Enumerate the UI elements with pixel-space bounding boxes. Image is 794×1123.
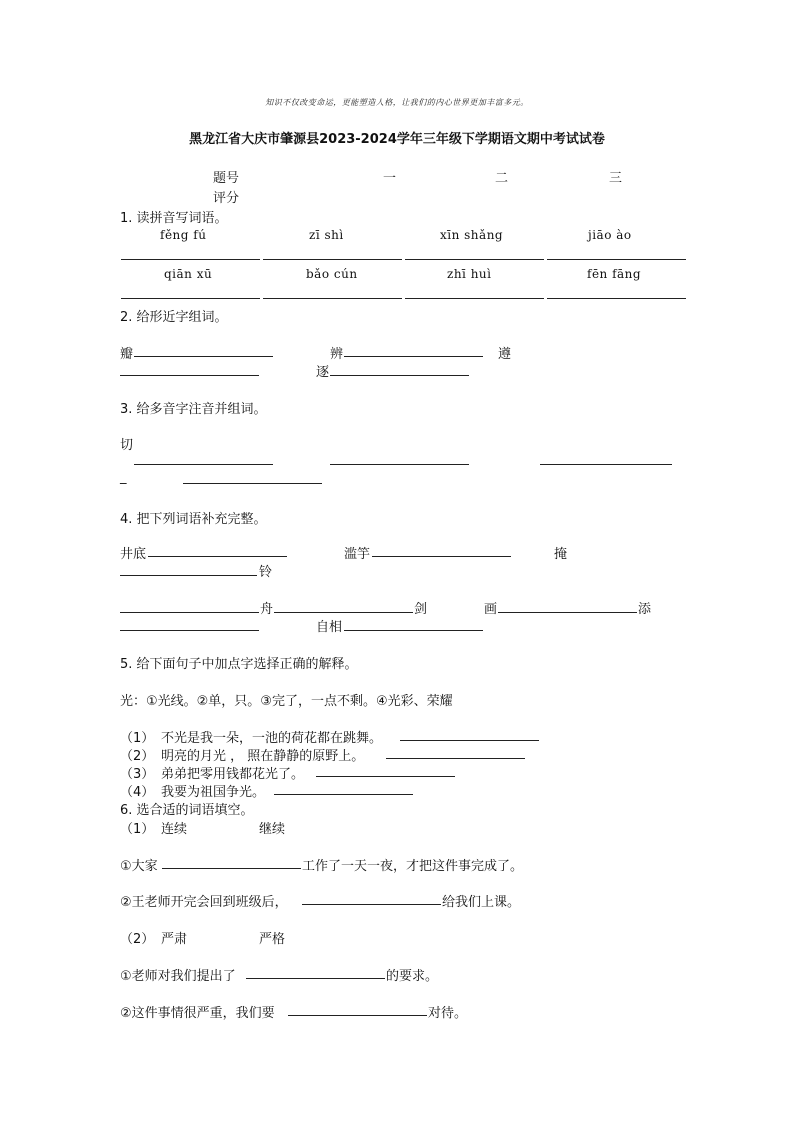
char-2: 辨 bbox=[330, 347, 344, 362]
score-col-3: 三 bbox=[609, 171, 623, 186]
answer-blank[interactable] bbox=[274, 794, 413, 795]
answer-blank[interactable] bbox=[263, 298, 402, 299]
sentence-suffix: 对待。 bbox=[428, 1006, 468, 1021]
idiom-9: 自相 bbox=[316, 620, 343, 635]
question-1-prompt: 1. 读拼音写词语。 bbox=[120, 211, 228, 226]
idiom-5: 舟 bbox=[260, 602, 274, 617]
definition-list: 光：①光线。②单，只。③完了，一点不剩。④光彩、荣耀 bbox=[120, 694, 453, 709]
sentence: 我要为祖国争光。 bbox=[161, 785, 266, 800]
pinyin-4: jiāo ào bbox=[588, 228, 632, 242]
pinyin-8: fēn fāng bbox=[587, 267, 642, 281]
answer-blank[interactable] bbox=[246, 978, 385, 979]
answer-blank[interactable] bbox=[400, 740, 539, 741]
score-col-2: 二 bbox=[495, 171, 509, 186]
item-num: （2） bbox=[120, 749, 155, 764]
answer-blank[interactable] bbox=[121, 298, 260, 299]
pinyin-2: zī shì bbox=[309, 228, 344, 242]
sentence: 明亮的月光 ， 照在静静的原野上。 bbox=[161, 749, 365, 764]
answer-blank[interactable] bbox=[405, 259, 544, 260]
idiom-8: 添 bbox=[638, 602, 652, 617]
answer-blank[interactable] bbox=[263, 259, 402, 260]
answer-blank[interactable] bbox=[372, 556, 511, 557]
word-option: 继续 bbox=[259, 822, 286, 837]
sentence-prefix: ②王老师开完会回到班级后， bbox=[120, 895, 288, 910]
group-num: （1） bbox=[120, 822, 155, 837]
pinyin-6: bǎo cún bbox=[306, 267, 358, 281]
answer-blank[interactable] bbox=[547, 259, 686, 260]
question-4-prompt: 4. 把下列词语补充完整。 bbox=[120, 512, 267, 527]
pinyin-3: xīn shǎng bbox=[440, 228, 504, 242]
group-num: （2） bbox=[120, 932, 155, 947]
answer-blank[interactable] bbox=[121, 259, 260, 260]
header-motto: 知识不仅改变命运，更能塑造人格，让我们的内心世界更加丰富多元。 bbox=[265, 98, 529, 107]
page-title: 黑龙江省大庆市肇源县2023-2024学年三年级下学期语文期中考试试卷 bbox=[189, 132, 605, 147]
question-3-prompt: 3. 给多音字注音并组词。 bbox=[120, 402, 267, 417]
word-option: 严格 bbox=[259, 932, 286, 947]
answer-blank[interactable] bbox=[405, 298, 544, 299]
sentence-suffix: 工作了一天一夜，才把这件事完成了。 bbox=[302, 859, 524, 874]
idiom-4: 铃 bbox=[259, 565, 273, 580]
dash-mark: _ bbox=[120, 470, 127, 485]
answer-blank[interactable] bbox=[162, 868, 301, 869]
item-num: （4） bbox=[120, 785, 155, 800]
sentence-prefix: ②这件事情很严重，我们要 bbox=[120, 1006, 275, 1021]
answer-blank[interactable] bbox=[120, 612, 259, 613]
answer-blank[interactable] bbox=[316, 776, 455, 777]
answer-blank[interactable] bbox=[302, 904, 441, 905]
idiom-6: 剑 bbox=[414, 602, 428, 617]
char-4: 逐 bbox=[316, 365, 330, 380]
word-option: 严肃 bbox=[161, 932, 188, 947]
sentence-suffix: 的要求。 bbox=[386, 969, 439, 984]
sentence-prefix: ①大家 bbox=[120, 859, 158, 874]
answer-blank[interactable] bbox=[344, 630, 483, 631]
word-option: 连续 bbox=[161, 822, 188, 837]
idiom-1: 井底 bbox=[120, 547, 147, 562]
pinyin-1: fěng fú bbox=[160, 228, 207, 242]
char-1: 瓣 bbox=[120, 347, 134, 362]
answer-blank[interactable] bbox=[288, 1015, 427, 1016]
polyphone-char: 切 bbox=[120, 438, 134, 453]
item-num: （1） bbox=[120, 731, 155, 746]
answer-blank[interactable] bbox=[134, 464, 273, 465]
idiom-7: 画 bbox=[484, 602, 498, 617]
pinyin-7: zhī huì bbox=[447, 267, 492, 281]
answer-blank[interactable] bbox=[120, 630, 259, 631]
question-5-prompt: 5. 给下面句子中加点字选择正确的解释。 bbox=[120, 657, 358, 672]
score-row-label-score: 评分 bbox=[213, 191, 240, 206]
answer-blank[interactable] bbox=[183, 483, 322, 484]
score-col-1: 一 bbox=[383, 171, 397, 186]
item-num: （3） bbox=[120, 767, 155, 782]
sentence: 不光是我一朵，一池的荷花都在跳舞。 bbox=[161, 731, 383, 746]
idiom-2: 滥竽 bbox=[344, 547, 371, 562]
answer-blank[interactable] bbox=[498, 612, 637, 613]
sentence-suffix: 给我们上课。 bbox=[442, 895, 521, 910]
answer-blank[interactable] bbox=[134, 356, 273, 357]
answer-blank[interactable] bbox=[148, 556, 287, 557]
answer-blank[interactable] bbox=[547, 298, 686, 299]
question-6-prompt: 6. 选合适的词语填空。 bbox=[120, 803, 254, 818]
answer-blank[interactable] bbox=[330, 375, 469, 376]
idiom-3: 掩 bbox=[554, 547, 568, 562]
score-row-label-question: 题号 bbox=[213, 171, 240, 186]
pinyin-5: qiān xū bbox=[164, 267, 213, 281]
answer-blank[interactable] bbox=[386, 758, 525, 759]
answer-blank[interactable] bbox=[344, 356, 483, 357]
sentence-prefix: ①老师对我们提出了 bbox=[120, 969, 236, 984]
answer-blank[interactable] bbox=[120, 575, 257, 576]
answer-blank[interactable] bbox=[540, 464, 672, 465]
char-3: 遵 bbox=[498, 347, 512, 362]
answer-blank[interactable] bbox=[274, 612, 413, 613]
sentence: 弟弟把零用钱都花光了。 bbox=[161, 767, 305, 782]
question-2-prompt: 2. 给形近字组词。 bbox=[120, 310, 228, 325]
answer-blank[interactable] bbox=[330, 464, 469, 465]
answer-blank[interactable] bbox=[120, 375, 259, 376]
